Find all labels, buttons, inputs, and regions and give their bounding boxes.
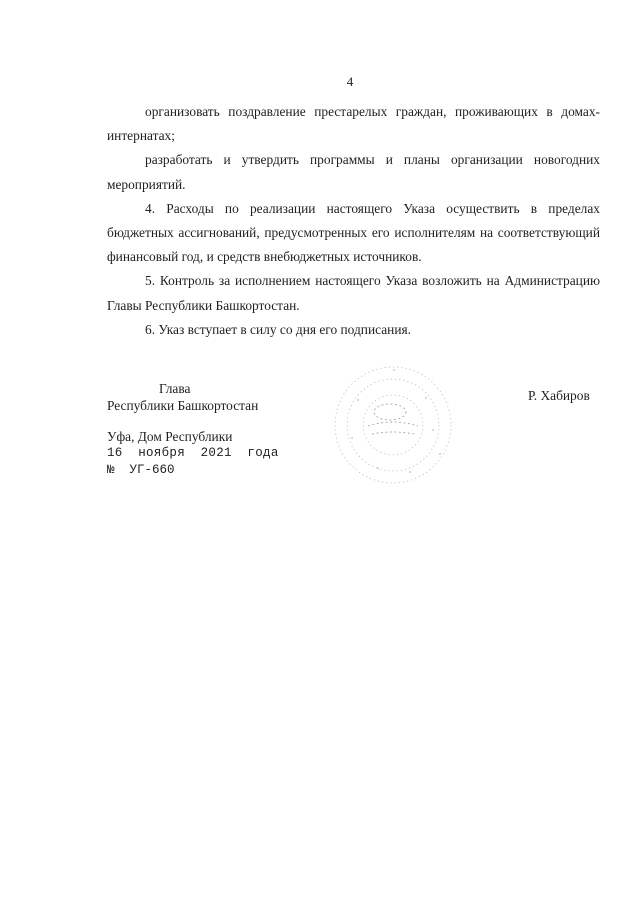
official-seal-stamp [328, 360, 458, 490]
paragraph-effective: 6. Указ вступает в силу со дня его подписания. [145, 321, 412, 337]
paragraph-expenses: 4. Расходы по реализации настоящего Указа осуществить в пределах бюджетных ассигнований, предусмотренных его исполнителям на соответствующий финансовый год, и средств внебюджетных источников. [107, 200, 600, 265]
place-of-signing: Уфа, Дом Республики [107, 429, 233, 444]
decree-number: № УГ-660 [107, 463, 175, 477]
decree-body [107, 100, 600, 342]
position-title-line2: Республики Башкортостан [107, 398, 259, 413]
paragraph-greeting: организовать поздравление престарелых граждан, проживающих в домах-интернатах; [107, 104, 600, 144]
paragraph-control: 5. Контроль за исполнением настоящего Указа возложить на Администрацию Главы Республики Башкортостан. [107, 273, 600, 313]
paragraph-programs: разработать и утвердить программы и планы организации новогодних мероприятий. [107, 152, 600, 192]
signatory-position [107, 380, 258, 414]
position-title-line1: Глава [159, 381, 191, 396]
page-number: 4 [346, 74, 354, 89]
decree-date: 16 ноября 2021 года [107, 446, 279, 460]
signatory-name: Р. Хабиров [528, 388, 590, 403]
decree-footer [107, 428, 279, 479]
